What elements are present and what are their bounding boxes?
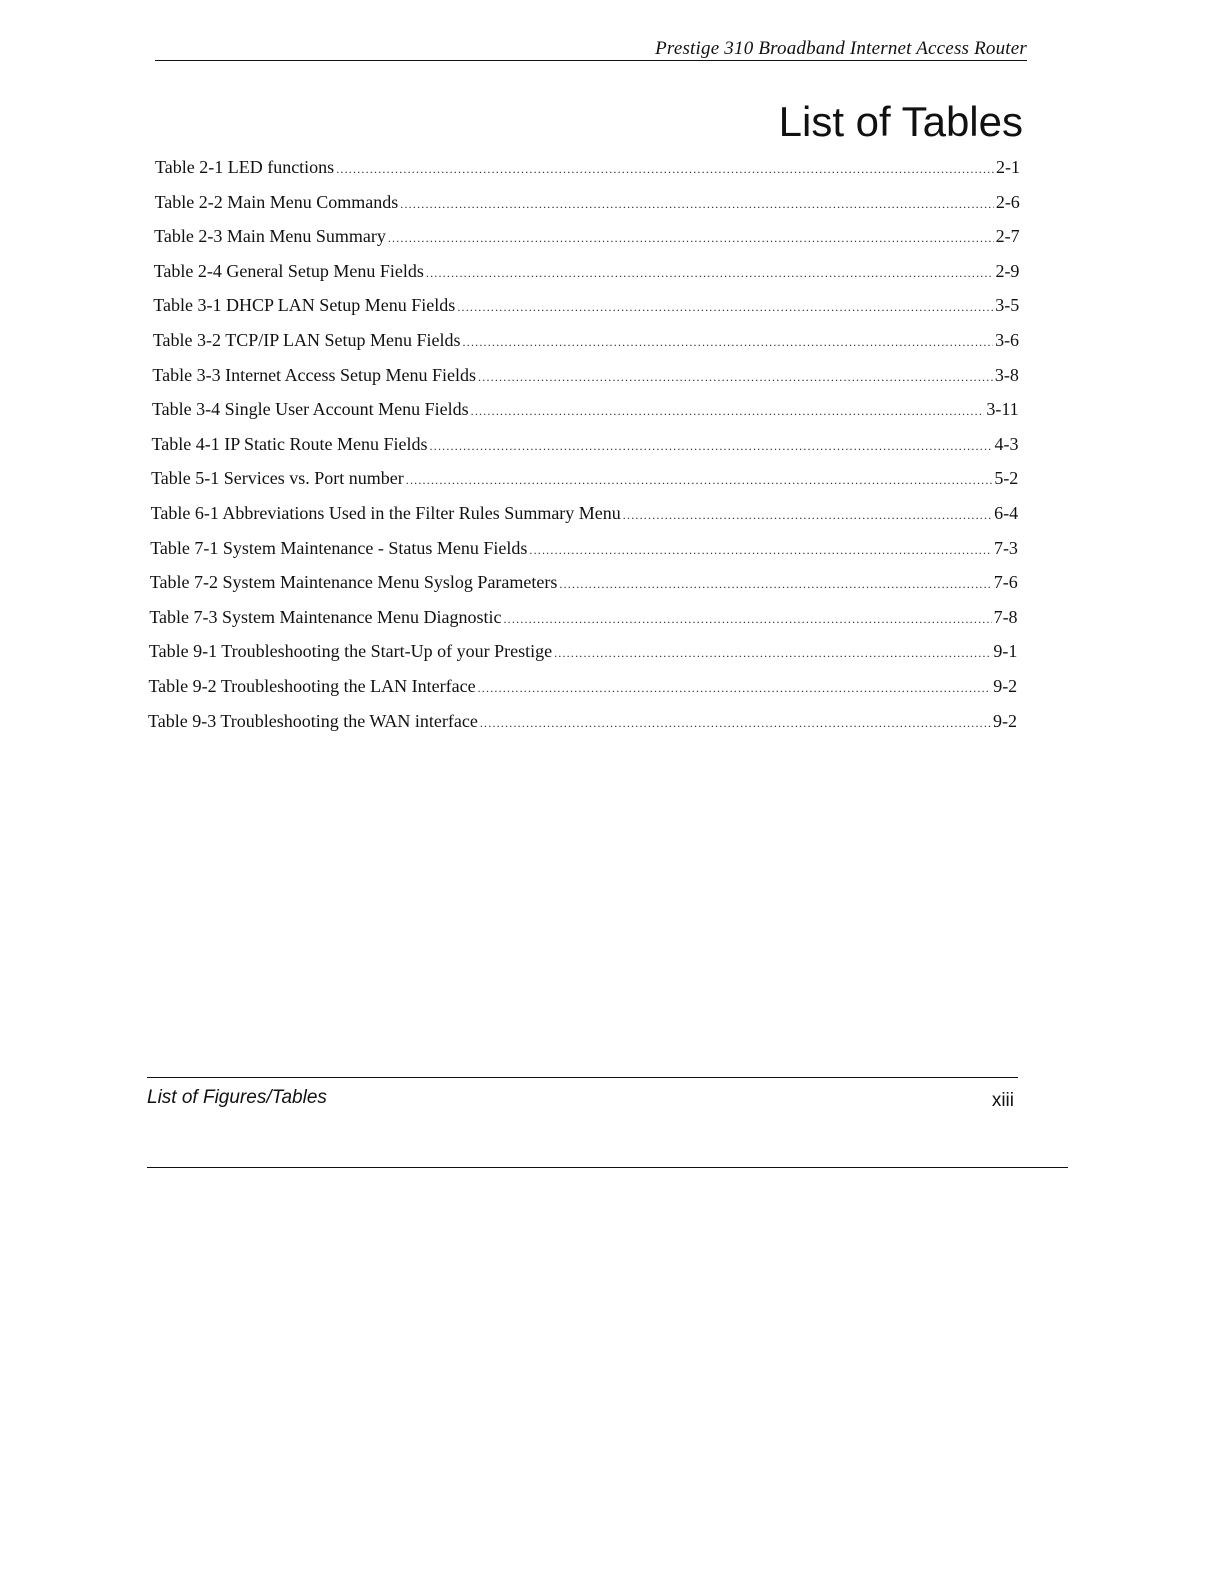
page-title: List of Tables (778, 98, 1023, 145)
dot-leader (471, 399, 985, 423)
toc-entry[interactable] (148, 709, 1017, 735)
dot-leader (529, 538, 992, 562)
toc-entry[interactable] (155, 155, 1020, 181)
dot-leader (503, 607, 991, 631)
toc-entry[interactable] (149, 605, 1017, 631)
toc-entry[interactable] (151, 466, 1018, 492)
toc-entry-label: Table 7-3 System Maintenance Menu Diagnostic (149, 606, 502, 627)
toc-entry[interactable] (150, 570, 1018, 596)
dot-leader (388, 226, 994, 250)
toc-entry[interactable] (149, 639, 1018, 665)
toc-entry[interactable] (152, 432, 1019, 458)
toc-entry[interactable] (152, 397, 1019, 423)
bottom-rule (147, 1167, 1068, 1168)
dot-leader (623, 503, 992, 527)
dot-leader (430, 434, 993, 458)
toc-entry-label: Table 7-2 System Maintenance Menu Syslog Parameters (149, 572, 558, 593)
toc-entry-label: Table 5-1 Services vs. Port number (151, 468, 404, 489)
toc-entry-label: Table 3-2 TCP/IP LAN Setup Menu Fields (152, 330, 461, 350)
toc-entry-label: Table 2-3 Main Menu Summary (154, 226, 386, 247)
toc-entry[interactable] (151, 501, 1019, 527)
toc-entry-label: Table 3-4 Single User Account Menu Fields (151, 399, 469, 420)
toc-entry-label: Table 9-1 Troubleshooting the Start-Up of your Prestige (148, 641, 553, 662)
toc-entry-page: 2-1 (996, 157, 1020, 177)
toc-entry-label: Table 2-4 General Setup Menu Fields (153, 260, 424, 281)
toc-entry-label: Table 2-1 LED functions (155, 157, 335, 177)
footer-section-title: List of Figures/Tables (147, 1087, 327, 1108)
toc-entry-page: 9-2 (993, 710, 1017, 731)
toc-entry-label: Table 4-1 IP Static Route Menu Fields (151, 433, 428, 454)
toc-entry-page: 7-8 (993, 606, 1018, 627)
toc-entry[interactable] (154, 224, 1020, 250)
toc-entry-page: 3-11 (986, 399, 1019, 420)
dot-leader (478, 676, 992, 700)
toc-entry-page: 5-2 (994, 468, 1019, 489)
toc-entry-page: 9-2 (993, 676, 1018, 696)
footer-rule (147, 1077, 1018, 1078)
toc-entry-page: 3-6 (995, 330, 1020, 350)
footer-page-number: xiii (991, 1090, 1014, 1111)
toc-entry-page: 3-8 (994, 364, 1019, 385)
toc-entry[interactable] (155, 190, 1020, 216)
dot-leader (554, 641, 991, 665)
toc-entry-page: 7-3 (993, 537, 1018, 558)
toc-entry[interactable] (154, 259, 1020, 285)
toc-entry-page: 9-1 (993, 641, 1018, 662)
toc-entry-page: 2-9 (995, 260, 1020, 281)
dot-leader (480, 711, 991, 735)
dot-leader (406, 468, 993, 492)
dot-leader (463, 330, 994, 354)
toc-entry-label: Table 2-2 Main Menu Commands (154, 191, 399, 212)
dot-leader (559, 572, 991, 596)
toc-entry-label: Table 3-1 DHCP LAN Setup Menu Fields (153, 295, 456, 316)
toc-entry-label: Table 9-3 Troubleshooting the WAN interface (148, 710, 478, 731)
toc-entry-page: 7-6 (993, 572, 1018, 593)
dot-leader (400, 192, 994, 216)
dot-leader (426, 261, 994, 285)
dot-leader (478, 365, 993, 389)
dot-leader (336, 157, 994, 181)
toc-entry-label: Table 9-2 Troubleshooting the LAN Interface (148, 676, 476, 696)
toc-entry[interactable] (148, 674, 1017, 700)
dot-leader (457, 295, 993, 319)
toc-entry-page: 3-5 (995, 295, 1020, 316)
toc-entry-page: 2-6 (995, 191, 1020, 212)
toc-entry-page: 4-3 (994, 433, 1019, 454)
toc-entry-label: Table 7-1 System Maintenance - Status Menu Fields (150, 537, 528, 558)
toc-entry[interactable] (152, 363, 1019, 389)
toc-entry-label: Table 6-1 Abbreviations Used in the Filter Rules Summary Menu (150, 503, 621, 523)
toc-entry-page: 2-7 (995, 226, 1020, 247)
toc-entry-label: Table 3-3 Internet Access Setup Menu Fields (152, 364, 477, 385)
running-header: Prestige 310 Broadband Internet Access Router (655, 38, 1027, 59)
toc-entry-page: 6-4 (994, 503, 1019, 523)
toc-entry[interactable] (150, 536, 1018, 562)
toc-entry[interactable] (153, 293, 1019, 319)
toc-entry[interactable] (153, 328, 1019, 354)
